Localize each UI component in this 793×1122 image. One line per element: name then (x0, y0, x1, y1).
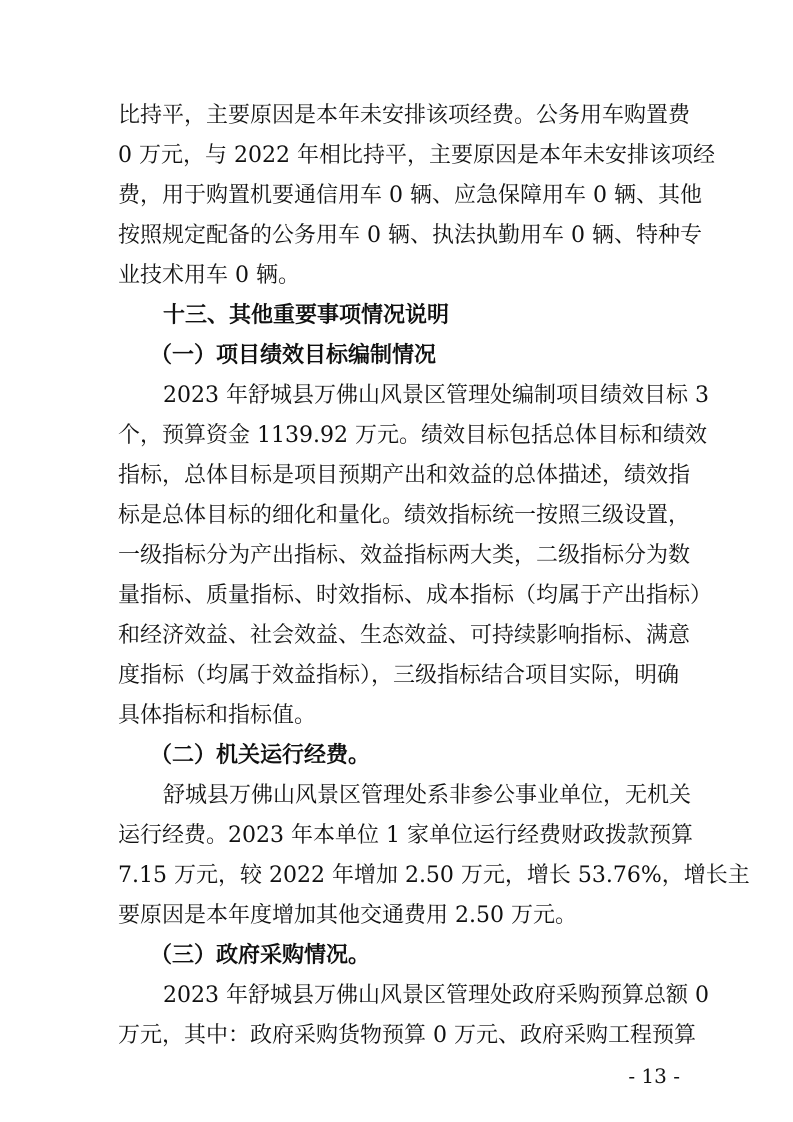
paragraph-line: 标是总体目标的细化和量化。绩效指标统一按照三级设置， (118, 503, 691, 528)
paragraph-line: 要原因是本年度增加其他交通费用 2.50 万元。 (118, 903, 577, 928)
section-heading: 十三、其他重要事项情况说明 (163, 303, 450, 328)
paragraph-line: 指标，总体目标是项目预期产出和效益的总体描述，绩效指 (118, 463, 691, 488)
paragraph-line: 费，用于购置机要通信用车 0 辆、应急保障用车 0 辆、其他 (118, 183, 702, 208)
paragraph-line: 和经济效益、社会效益、生态效益、可持续影响指标、满意 (118, 623, 691, 648)
subsection-heading: （一）项目绩效目标编制情况 (150, 343, 437, 368)
page-number: - 13 - (628, 1064, 680, 1088)
subsection-heading: （三）政府采购情况。 (150, 943, 371, 968)
paragraph-line: 度指标（均属于效益指标），三级指标结合项目实际，明确 (118, 663, 680, 688)
paragraph-line: 运行经费。2023 年本单位 1 家单位运行经费财政拨款预算 (118, 823, 693, 848)
subsection-heading: （二）机关运行经费。 (150, 743, 371, 768)
paragraph-line: 按照规定配备的公务用车 0 辆、执法执勤用车 0 辆、特种专 (118, 223, 702, 248)
paragraph-line: 量指标、质量指标、时效指标、成本指标（均属于产出指标） (118, 583, 713, 608)
paragraph-line: 具体指标和指标值。 (118, 703, 317, 728)
paragraph-line: 2023 年舒城县万佛山风景区管理处政府采购预算总额 0 (163, 983, 709, 1008)
paragraph-line: 万元，其中：政府采购货物预算 0 万元、政府采购工程预算 (118, 1023, 696, 1048)
paragraph-line: 个，预算资金 1139.92 万元。绩效目标包括总体目标和绩效 (118, 423, 707, 448)
paragraph-line: 0 万元，与 2022 年相比持平，主要原因是本年未安排该项经 (118, 143, 715, 168)
paragraph-line: 业技术用车 0 辆。 (118, 263, 300, 288)
paragraph-line: 舒城县万佛山风景区管理处系非参公事业单位，无机关 (163, 783, 692, 808)
paragraph-line: 比持平，主要原因是本年未安排该项经费。公务用车购置费 (118, 103, 691, 128)
paragraph-line: 2023 年舒城县万佛山风景区管理处编制项目绩效目标 3 (163, 383, 709, 408)
paragraph-line: 一级指标分为产出指标、效益指标两大类，二级指标分为数 (118, 543, 691, 568)
paragraph-line: 7.15 万元，较 2022 年增加 2.50 万元，增长 53.76%，增长主 (118, 863, 750, 888)
